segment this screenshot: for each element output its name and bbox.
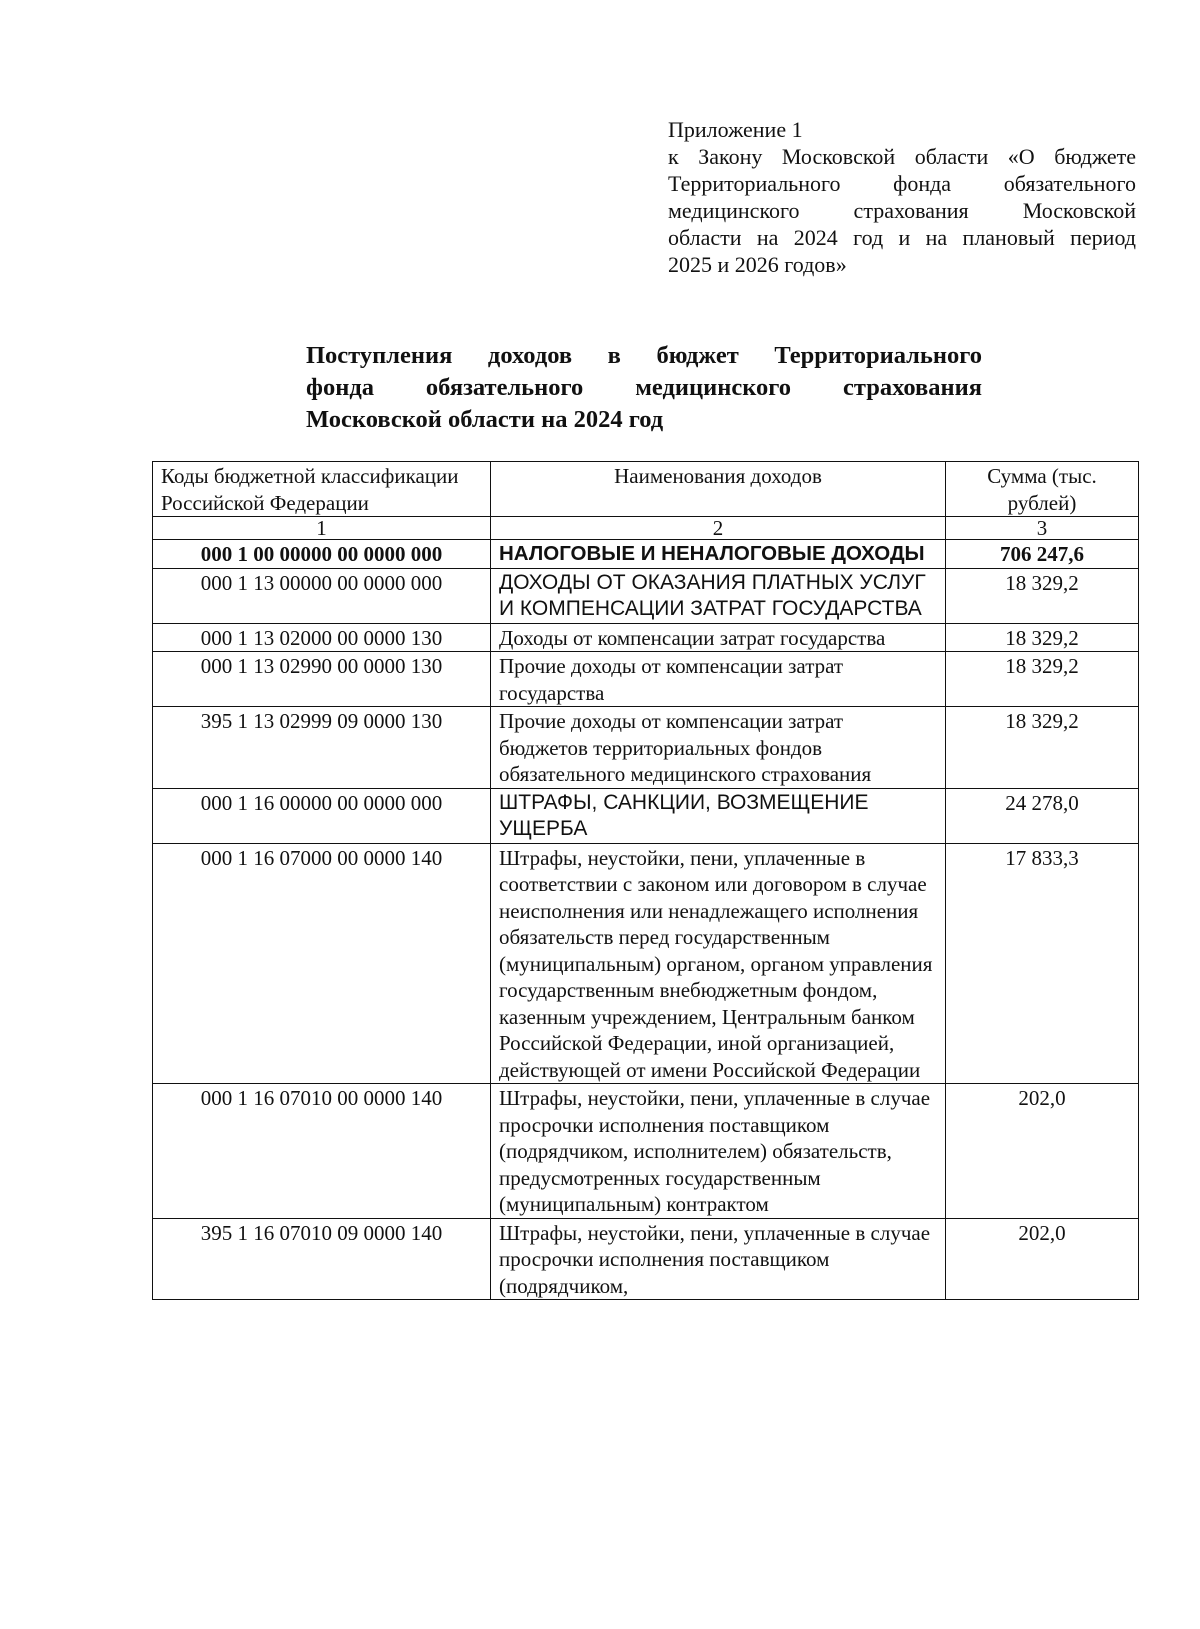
row-name: НАЛОГОВЫЕ И НЕНАЛОГОВЫЕ ДОХОДЫ: [491, 540, 946, 569]
row-name: Доходы от компенсации затрат государства: [491, 623, 946, 652]
title-line: Московской области на 2024 год: [306, 406, 664, 433]
column-number: 2: [491, 517, 946, 540]
row-name: ШТРАФЫ, САНКЦИИ, ВОЗМЕЩЕНИЕ УЩЕРБА: [491, 788, 946, 843]
table-row: [153, 623, 1139, 652]
row-name: Штрафы, неустойки, пени, уплаченные в случае просрочки исполнения поставщиком (подрядчиком, исполнителем) обязательств, предусмотренных государственным (муниципальным) контрактом: [491, 1084, 946, 1219]
title-line: Поступления доходов в бюджет Территориального: [306, 342, 982, 369]
appendix-line: 2025 и 2026 годов»: [668, 252, 847, 277]
row-amount: 202,0: [946, 1218, 1139, 1300]
row-amount: 18 329,2: [946, 652, 1139, 707]
row-code: 000 1 16 07000 00 0000 140: [153, 843, 491, 1084]
header-amount: Сумма (тыс. рублей): [946, 462, 1139, 517]
row-name: Прочие доходы от компенсации затрат государства: [491, 652, 946, 707]
document-title: [306, 340, 982, 436]
title-line: фонда обязательного медицинского страхования: [306, 374, 982, 401]
column-number: 3: [946, 517, 1139, 540]
row-name: Прочие доходы от компенсации затрат бюджетов территориальных фондов обязательного медицинского страхования: [491, 707, 946, 789]
appendix-line: области на 2024 год и на плановый период: [668, 225, 1136, 250]
row-amount: 24 278,0: [946, 788, 1139, 843]
column-number-row: [153, 517, 1139, 540]
appendix-line: Территориального фонда обязательного: [668, 171, 1136, 196]
row-amount: 202,0: [946, 1084, 1139, 1219]
row-code: 395 1 16 07010 09 0000 140: [153, 1218, 491, 1300]
row-code: 000 1 16 00000 00 0000 000: [153, 788, 491, 843]
table-row: [153, 843, 1139, 1084]
table-row: [153, 1084, 1139, 1219]
row-amount: 18 329,2: [946, 568, 1139, 623]
row-name: Штрафы, неустойки, пени, уплаченные в случае просрочки исполнения поставщиком (подрядчиком,: [491, 1218, 946, 1300]
table-header-row: [153, 462, 1139, 517]
appendix-line: Приложение 1: [668, 117, 803, 142]
table-row: [153, 540, 1139, 569]
header-name: Наименования доходов: [491, 462, 946, 517]
row-code: 000 1 16 07010 00 0000 140: [153, 1084, 491, 1219]
table-row: [153, 652, 1139, 707]
income-table: [152, 461, 1139, 1300]
appendix-line: медицинского страхования Московской: [668, 198, 1136, 223]
row-name: Штрафы, неустойки, пени, уплаченные в соответствии с законом или договором в случае неисполнения или ненадлежащего исполнения обязательств перед государственным (муниципальным) органом, органом управления государственным внебюджетным фондом, казенным учреждением, Центральным банком Российской Федерации, иной организацией, действующей от имени Российской Федерации: [491, 843, 946, 1084]
column-number: 1: [153, 517, 491, 540]
row-name: ДОХОДЫ ОТ ОКАЗАНИЯ ПЛАТНЫХ УСЛУГ И КОМПЕНСАЦИИ ЗАТРАТ ГОСУДАРСТВА: [491, 568, 946, 623]
row-code: 000 1 13 00000 00 0000 000: [153, 568, 491, 623]
row-amount: 18 329,2: [946, 707, 1139, 789]
row-amount: 18 329,2: [946, 623, 1139, 652]
table-row: [153, 707, 1139, 789]
row-code: 395 1 13 02999 09 0000 130: [153, 707, 491, 789]
header-code: Коды бюджетной классификации Российской Федерации: [153, 462, 491, 517]
row-code: 000 1 00 00000 00 0000 000: [153, 540, 491, 569]
row-code: 000 1 13 02990 00 0000 130: [153, 652, 491, 707]
row-code: 000 1 13 02000 00 0000 130: [153, 623, 491, 652]
row-amount: 706 247,6: [946, 540, 1139, 569]
table-row: [153, 568, 1139, 623]
appendix-reference: [668, 116, 1136, 278]
table-row: [153, 788, 1139, 843]
appendix-line: к Закону Московской области «О бюджете: [668, 144, 1136, 169]
row-amount: 17 833,3: [946, 843, 1139, 1084]
table-row: [153, 1218, 1139, 1300]
